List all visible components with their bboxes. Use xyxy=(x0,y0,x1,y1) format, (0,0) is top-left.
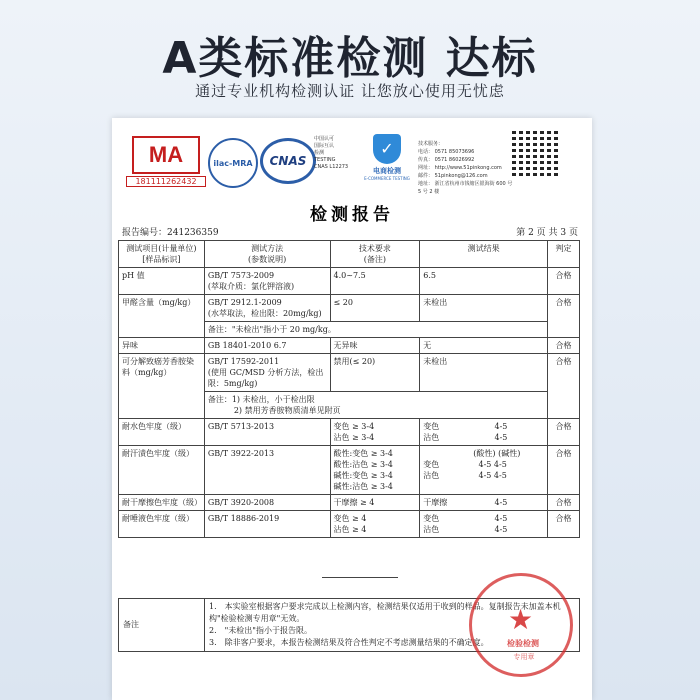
stamp-text: 检验检测 xyxy=(507,639,539,648)
req-line: 碱性:变色 ≥ 3-4 xyxy=(333,471,393,480)
header-result: 测试结果 xyxy=(420,241,548,268)
row-item: 耐汗渍色牢度（级） xyxy=(119,446,205,495)
header-text: [样品标识] xyxy=(142,255,181,264)
header-text: (备注) xyxy=(363,255,387,264)
page-indicator: 第 2 页 共 3 页 xyxy=(516,228,578,238)
star-icon: ★ xyxy=(508,603,534,636)
row-result xyxy=(420,446,548,495)
method-code: GB/T 2912.1-2009 xyxy=(207,298,282,307)
certification-logos xyxy=(122,126,582,196)
table-row xyxy=(119,354,580,392)
table-header-row xyxy=(119,241,580,268)
row-result: 未检出 xyxy=(420,295,548,322)
table-row xyxy=(119,511,580,538)
row-requirement: 无异味 xyxy=(330,338,420,354)
contact-line: 邮件： 51pinkong@126.com xyxy=(418,173,488,179)
row-method xyxy=(204,354,330,392)
row-verdict: 合格 xyxy=(548,354,580,419)
ecom-en-label: E-COMMERCE TESTING xyxy=(364,176,410,181)
result-line xyxy=(423,524,544,535)
row-requirement xyxy=(330,419,420,446)
req-line: 变色 ≥ 4 xyxy=(333,514,367,523)
req-line: 酸性:变色 ≥ 3-4 xyxy=(333,449,393,458)
result-value: 4-5 xyxy=(494,525,508,534)
table-row xyxy=(119,495,580,511)
row-method: GB/T 18886-2019 xyxy=(204,511,330,538)
row-method: GB/T 3920-2008 xyxy=(204,495,330,511)
ma-mark: MA xyxy=(132,136,200,174)
row-method: GB/T 3922-2013 xyxy=(204,446,330,495)
table-row xyxy=(119,338,580,354)
row-verdict: 合格 xyxy=(548,268,580,295)
row-result: 6.5 xyxy=(420,268,548,295)
note-item: 2. "未检出"指小于报告限。 xyxy=(209,626,312,635)
official-stamp xyxy=(469,573,573,677)
row-result xyxy=(420,511,548,538)
hero-subtitle: 通过专业机构检测认证 让您放心使用无忧虑 xyxy=(195,82,505,100)
row-item: pH 值 xyxy=(119,268,205,295)
contact-line: 传真： 0571 86026992 xyxy=(418,157,475,163)
contact-line: 技术服务： xyxy=(418,141,444,147)
report-number-label: 报告编号： xyxy=(122,228,168,238)
row-verdict: 合格 xyxy=(548,338,580,354)
remark-line: 2) 禁用芳香胺物质清单见附页 xyxy=(233,406,341,415)
row-item: 耐水色牢度（级） xyxy=(119,419,205,446)
result-label: 沾色 xyxy=(423,471,440,480)
result-label: 变色 xyxy=(423,422,440,431)
result-line xyxy=(423,513,544,524)
header-item xyxy=(119,241,205,268)
report-title: 检测报告 xyxy=(310,205,394,225)
req-line: 沾色 ≥ 3-4 xyxy=(333,433,375,442)
result-header: (酸性) (碱性) xyxy=(473,449,521,458)
recognition-line: 检测 xyxy=(314,150,325,156)
row-verdict: 合格 xyxy=(548,419,580,446)
req-line: 变色 ≥ 3-4 xyxy=(333,422,375,431)
row-verdict: 合格 xyxy=(548,495,580,511)
header-text: 测试项目(计量单位) xyxy=(126,244,197,253)
result-label: 变色 xyxy=(423,514,440,523)
ecommerce-testing-logo xyxy=(352,134,422,192)
table-row xyxy=(119,419,580,446)
recognition-line: CNAS L12273 xyxy=(314,164,349,170)
results-table xyxy=(118,240,580,538)
ilac-logo: ilac-MRA xyxy=(208,138,258,188)
row-requirement: 禁用(≤ 20) xyxy=(330,354,420,392)
contact-line: 地址： 浙江省杭州市钱塘区银海街 600 号 xyxy=(418,181,513,187)
header-verdict: 判定 xyxy=(548,241,580,268)
method-note: (使用 GC/MSD 分析方法，检出限：5mg/kg) xyxy=(207,368,324,388)
row-item: 耐唾液色牢度（级） xyxy=(119,511,205,538)
result-label: 沾色 xyxy=(423,525,440,534)
table-row xyxy=(119,268,580,295)
header-text: 测试方法 xyxy=(251,244,284,253)
result-value: 4-5 xyxy=(494,514,508,523)
cnas-mark: CNAS xyxy=(260,138,316,184)
row-requirement: 4.0~7.5 xyxy=(330,268,420,295)
qr-code-pattern xyxy=(512,128,560,176)
row-item: 耐干摩擦色牢度（级） xyxy=(119,495,205,511)
note-item: 3. 除非客户要求，本报告检测结果及符合性判定不考虑测量结果的不确定度。 xyxy=(209,638,489,647)
result-label: 干摩擦 xyxy=(423,498,448,507)
remark-line: 备注：1) 未检出，小于检出限 xyxy=(207,395,315,404)
row-requirement: ≤ 20 xyxy=(330,295,420,322)
result-line xyxy=(423,470,544,481)
row-item: 异味 xyxy=(119,338,205,354)
table-row xyxy=(119,295,580,322)
result-value: 4-5 4-5 xyxy=(478,460,507,469)
row-remark xyxy=(204,392,547,419)
req-line: 酸性:沾色 ≥ 3-4 xyxy=(333,460,393,469)
recognition-line: 中国认可 xyxy=(314,136,335,142)
header-text: 技术要求 xyxy=(358,244,391,253)
notes-label: 备注 xyxy=(119,599,205,652)
ecom-cn-label: 电商检测 xyxy=(373,167,401,175)
row-method xyxy=(204,295,330,322)
report-number xyxy=(122,225,219,238)
contact-line: 网址： http://www.51pinkong.com xyxy=(418,165,502,171)
row-remark: 备注："未检出"指小于 20 mg/kg。 xyxy=(204,322,547,338)
row-result xyxy=(420,419,548,446)
method-code: GB/T 17592-2011 xyxy=(207,357,280,366)
row-verdict: 合格 xyxy=(548,511,580,538)
recognition-line: TESTING xyxy=(314,157,336,163)
result-line xyxy=(423,459,544,470)
recognition-line: 国际互认 xyxy=(314,143,335,149)
result-value: 4-5 4-5 xyxy=(478,471,507,480)
method-note: (萃取介质：氯化钾溶液) xyxy=(207,282,295,291)
row-result xyxy=(420,495,548,511)
row-method: GB 18401-2010 6.7 xyxy=(204,338,330,354)
row-item: 可分解致癌芳香胺染料（mg/kg） xyxy=(119,354,205,419)
note-item: 1. 本实验室根据客户要求完成以上检测内容，检测结果仅适用于收到的样品。复制报告未加盖本机构"检验检测专用章"无效。 xyxy=(209,602,561,623)
method-code: GB/T 7573-2009 xyxy=(207,271,275,280)
req-line: 碱性:沾色 ≥ 3-4 xyxy=(333,482,393,491)
cnas-logo xyxy=(260,138,310,178)
row-requirement xyxy=(330,511,420,538)
row-method: GB/T 5713-2013 xyxy=(204,419,330,446)
row-verdict: 合格 xyxy=(548,295,580,338)
contact-line: 5 号 2 楼 xyxy=(418,189,440,195)
ma-number: 181111262432 xyxy=(126,176,206,187)
table-row xyxy=(119,446,580,495)
header-method xyxy=(204,241,330,268)
header-text: (参数说明) xyxy=(248,255,287,264)
method-note: (水萃取法，检出限：20mg/kg) xyxy=(207,309,322,318)
row-requirement: 干摩擦 ≥ 4 xyxy=(330,495,420,511)
ma-logo xyxy=(126,136,206,194)
result-value: 4-5 xyxy=(494,498,508,507)
stamp-subtext: 专用章 xyxy=(513,653,535,661)
result-line xyxy=(423,432,544,443)
header-requirement xyxy=(330,241,420,268)
row-result: 未检出 xyxy=(420,354,548,392)
hero-title: A类标准检测 达标 xyxy=(162,33,538,84)
result-label: 沾色 xyxy=(423,433,440,442)
shield-check-icon: ✓ xyxy=(373,134,401,164)
row-verdict: 合格 xyxy=(548,446,580,495)
req-line: 沾色 ≥ 4 xyxy=(333,525,367,534)
row-item: 甲醛含量（mg/kg） xyxy=(119,295,205,338)
result-line xyxy=(423,421,544,432)
row-requirement xyxy=(330,446,420,495)
contact-line: 电话： 0571 85073696 xyxy=(418,149,475,155)
result-value: 4-5 xyxy=(494,422,508,431)
result-label: 变色 xyxy=(423,460,440,469)
end-line xyxy=(322,577,398,578)
result-value: 4-5 xyxy=(494,433,508,442)
row-method xyxy=(204,268,330,295)
report-document xyxy=(112,118,592,700)
row-result: 无 xyxy=(420,338,548,354)
report-number-value: 241236359 xyxy=(167,228,219,238)
